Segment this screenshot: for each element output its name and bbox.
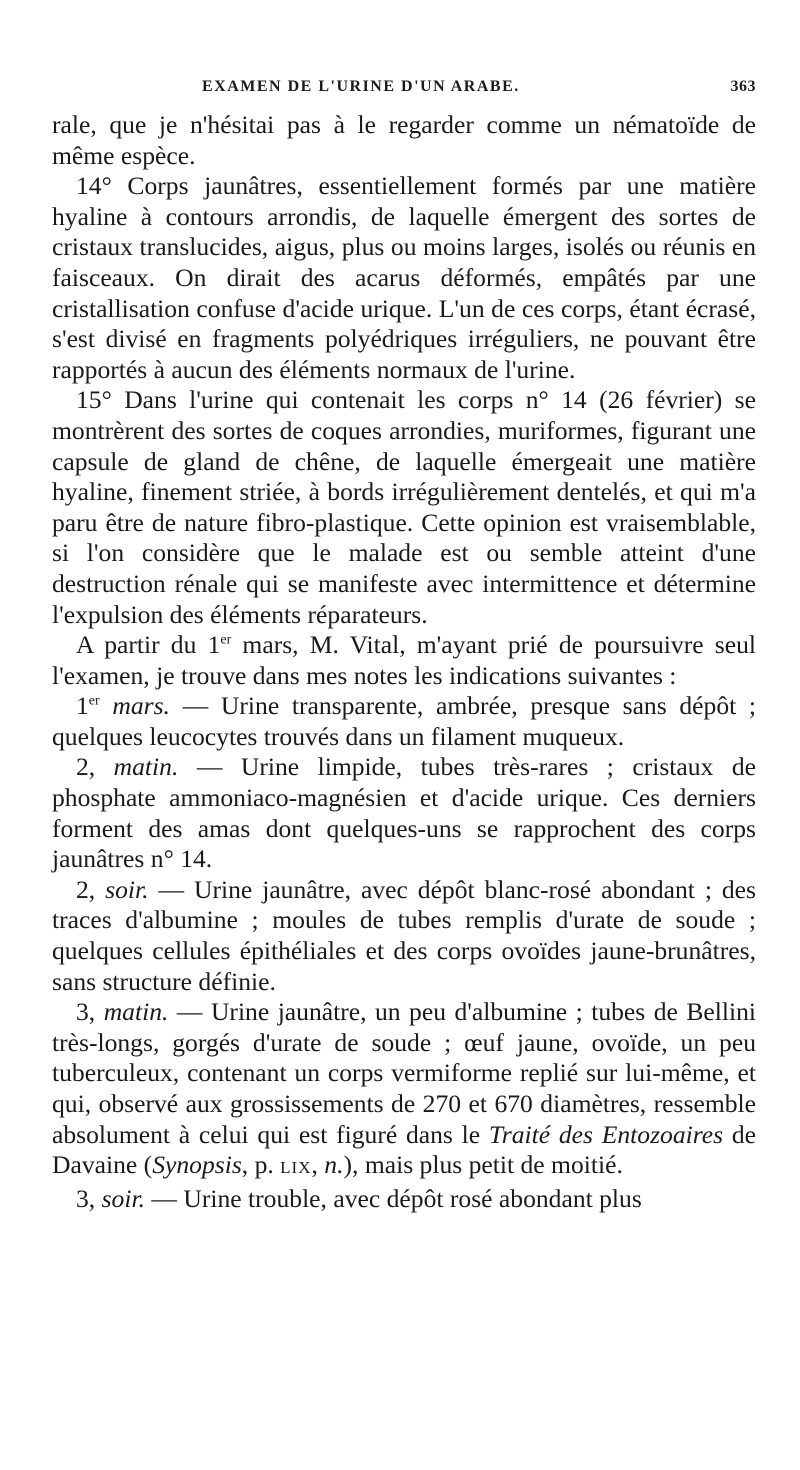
entry-3-soir (52, 1184, 756, 1215)
entry-text: , p. (241, 1150, 281, 1180)
entry-label: mars. (99, 691, 170, 721)
entry-text: — Urine transparente, ambrée, presque sans dépôt ; quelques leucocytes trouvés dans un filament muqueux. (52, 691, 757, 751)
entry-text: , (311, 1150, 325, 1180)
entry-text: — Urine jaunâtre, un peu d'albumine ; tubes de Bellini très-longs, gorgés d'urate de soude ; œuf jaune, ovoïde, un peu tuberculeux, contenant un corps vermiforme replié sur lui-même, et qui, observé aux grossissements de 270 et 670 diamètres, ressemble absolument à celui qui est figuré dans le (52, 997, 757, 1149)
entry-text: — Urine limpide, tubes très-rares ; cristaux de phosphate ammoniaco-magnésien et d'acide urique. Ces derniers forment des amas dont quelques-uns se rapprochent des corps jaunâtres n° 14. (52, 752, 756, 874)
roman-page-ref: LIX (280, 1158, 312, 1178)
paragraph-notes-intro (52, 630, 756, 691)
page-number: 363 (730, 78, 756, 95)
running-header (52, 74, 756, 108)
entry-label: soir. (101, 1183, 145, 1213)
entry-date: 2, (76, 874, 106, 904)
entry-3-matin (52, 997, 756, 1184)
text-run: mars, M. Vital, m'ayant prié de poursuivre seul l'examen, je trouve dans mes notes les indications suivantes : (52, 630, 756, 690)
entry-date: 1 (76, 691, 89, 721)
entry-date: 3, (76, 997, 104, 1027)
entry-text: ), mais plus petit de moitié. (343, 1150, 623, 1180)
entry-text: de Davaine ( (52, 1119, 756, 1180)
entry-date: 3, (76, 1183, 102, 1213)
entry-text: — Urine trouble, avec dépôt rosé abondant plus (144, 1183, 642, 1213)
entry-label: matin. (113, 752, 179, 782)
text-run: A partir du 1 (76, 630, 221, 660)
superscript: er (88, 693, 100, 709)
paragraph-15: 15° Dans l'urine qui contenait les corps n° 14 (26 février) se montrèrent des sortes de coques arrondies, muriformes, figurant une capsule de gland de chêne, de laquelle émergeait une matière hyaline, finement striée, à bords irrégulièrement dentelés, et qui m'a paru être de nature fibro-plastique. Cette opinion est vraisemblable, si l'on considère que le malade est ou semble atteint d'une destruction rénale qui se manifeste avec intermittence et détermine l'expulsion des éléments réparateurs. (52, 385, 756, 629)
book-page (52, 74, 756, 1214)
section-title: Synopsis (152, 1150, 242, 1180)
paragraph-14: 14° Corps jaunâtres, essentiellement formés par une matière hyaline à contours arrondis, de laquelle émergent des sortes de cristaux translucides, aigus, plus ou moins larges, isolés ou réunis en faisceaux. On dirait des acarus déformés, empâtés par une cristallisation confuse d'acide urique. L'un de ces corps, étant écrasé, s'est divisé en fragments polyédriques irréguliers, ne pouvant être rapportés à aucun des éléments normaux de l'urine. (52, 171, 756, 384)
entry-1-mars (52, 691, 756, 752)
entry-2-matin (52, 752, 756, 874)
entry-label: soir. (105, 874, 149, 904)
book-title: Traité des Entozoaires (488, 1119, 724, 1149)
paragraph-continuation: rale, que je n'hésitai pas à le regarder comme un nématoïde de même espèce. (52, 110, 756, 170)
entry-text: — Urine jaunâtre, avec dépôt blanc-rosé abondant ; des traces d'albumine ; moules de tubes remplis d'urate de soude ; quelques cellules épithéliales et des corps ovoïdes jaune-brunâtres, sans structure définie. (52, 874, 757, 996)
entry-2-soir (52, 875, 756, 997)
page-body (52, 110, 756, 1214)
entry-label: matin. (103, 997, 169, 1027)
running-title: EXAMEN DE L'URINE D'UN ARABE. (202, 78, 520, 95)
note-ref: n. (324, 1150, 344, 1180)
entry-date: 2, (76, 752, 114, 782)
superscript: er (220, 632, 232, 648)
